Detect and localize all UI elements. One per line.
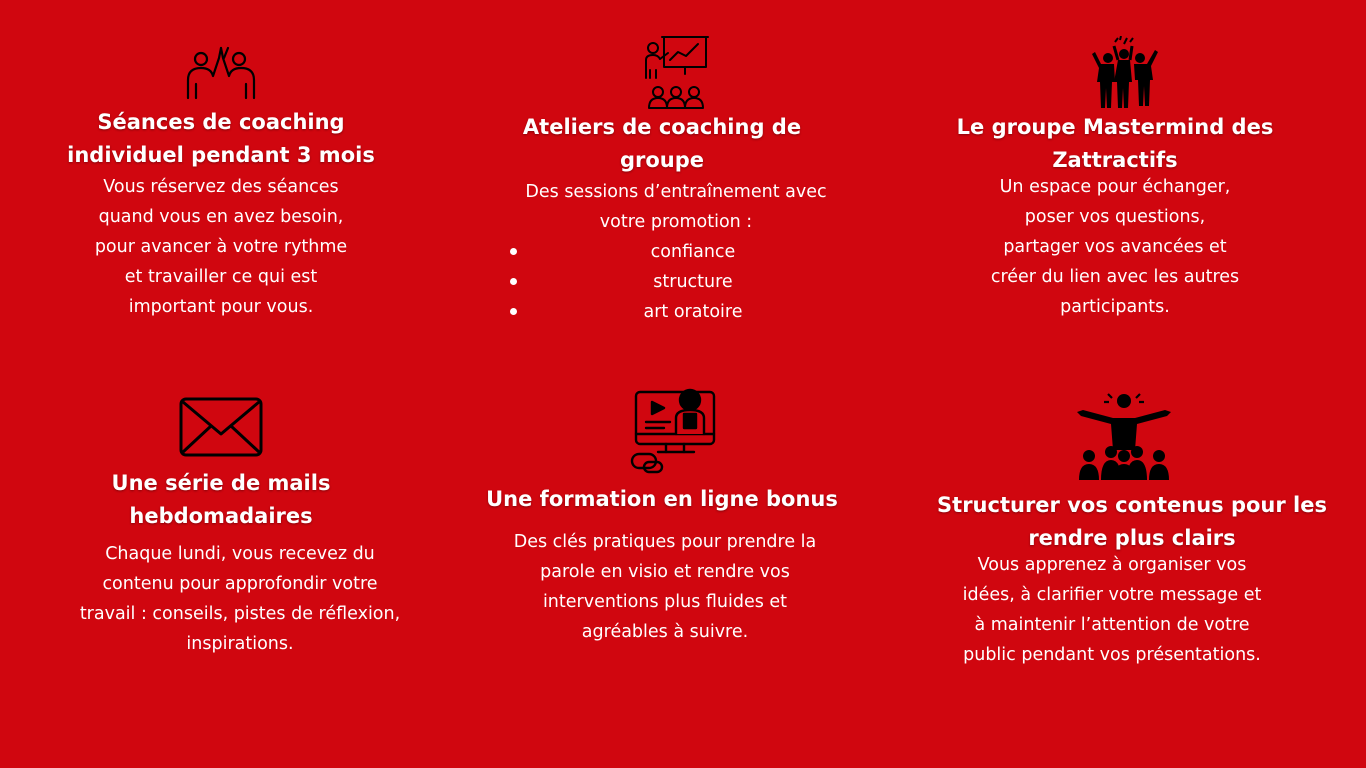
card-title: Séances de coaching individuel pendant 3 mois <box>67 110 375 167</box>
speaker-audience-icon <box>1073 390 1175 482</box>
card-title: Une série de mails hebdomadaires <box>111 471 331 528</box>
list-item: structure <box>510 267 876 297</box>
bullet-icon <box>510 248 517 255</box>
online-training-icon <box>630 384 722 476</box>
card-title: Le groupe Mastermind des Zattractifs <box>956 115 1274 172</box>
topic-list <box>510 237 876 327</box>
presentation-group-icon <box>642 34 710 112</box>
high-five-icon <box>184 44 258 100</box>
list-item: confiance <box>510 237 876 267</box>
card-description: Chaque lundi, vous recevez du contenu pour approfondir votre travail : conseils, pistes de réflexion, inspirations. <box>79 544 401 654</box>
card-description: Un espace pour échanger, poser vos questions, partager vos avancées et créer du lien avec les autres participants. <box>990 177 1240 317</box>
envelope-icon <box>179 396 263 458</box>
bullet-icon <box>510 278 517 285</box>
card-title: Une formation en ligne bonus <box>486 487 838 511</box>
card-description: Vous apprenez à organiser vos idées, à clarifier votre message et à maintenir l’attention de votre public pendant vos présentations. <box>962 555 1262 665</box>
list-item: art oratoire <box>510 297 876 327</box>
card-title: Structurer vos contenus pour les rendre plus clairs <box>937 493 1327 550</box>
bullet-icon <box>510 308 517 315</box>
card-title: Ateliers de coaching de groupe <box>522 115 802 172</box>
team-celebration-icon <box>1088 36 1160 110</box>
card-description: Vous réservez des séances quand vous en avez besoin, pour avancer à votre rythme et travailler ce qui est important pour vous. <box>94 177 348 317</box>
card-description: Des sessions d’entraînement avec votre promotion : <box>525 182 827 232</box>
card-description: Des clés pratiques pour prendre la parole en visio et rendre vos interventions plus fluides et agréables à suivre. <box>513 532 817 642</box>
